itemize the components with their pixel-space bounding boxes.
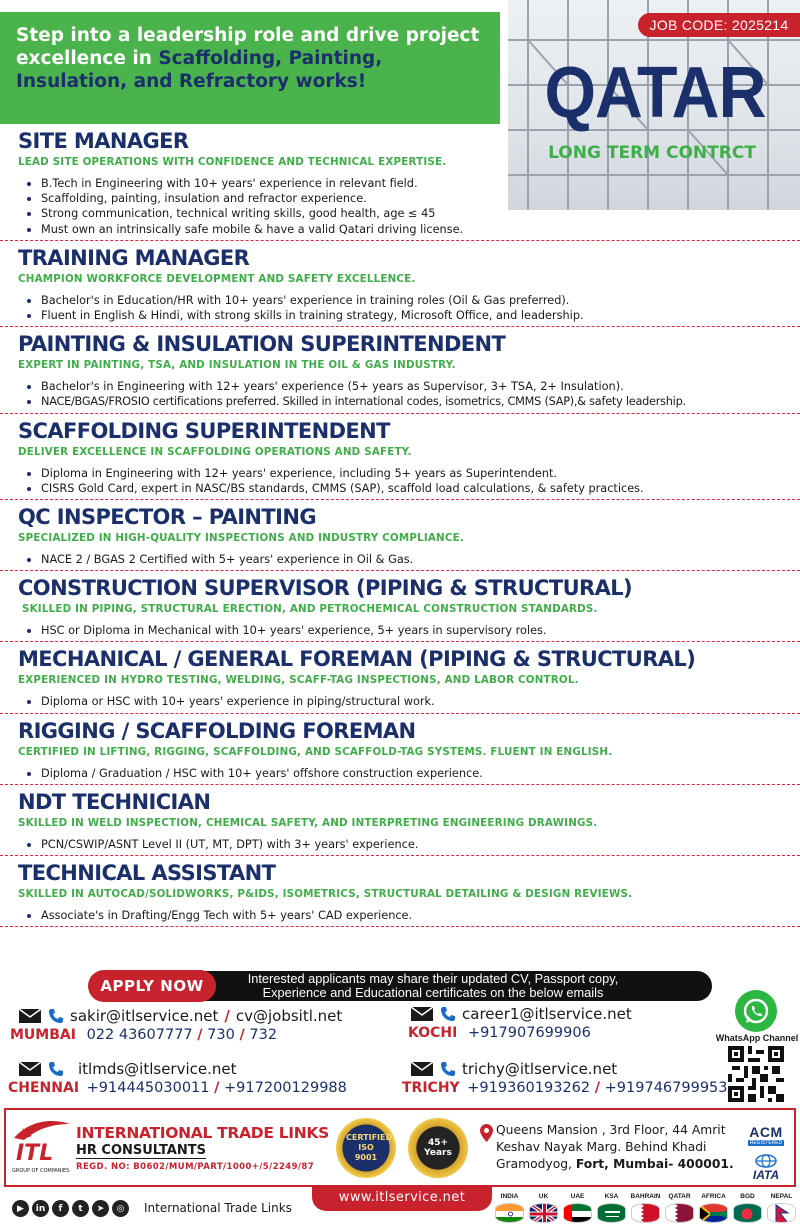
job-scaffolding-superintendent bbox=[0, 416, 800, 496]
requirement-item: Diploma or HSC with 10+ years' experience in piping/structural work. bbox=[24, 694, 800, 709]
phone-icon bbox=[440, 1006, 456, 1022]
email-icon bbox=[410, 1061, 434, 1077]
email-link[interactable]: career1@itlservice.net bbox=[462, 1005, 632, 1023]
location-pin-icon bbox=[480, 1124, 493, 1142]
registration-number: REGD. NO: B0602/MUM/PART/1000+/5/2249/87 bbox=[76, 1162, 315, 1172]
headline-banner bbox=[0, 12, 500, 124]
job-tagline: DELIVER EXCELLENCE IN SCAFFOLDING OPERATIONS AND SAFETY. bbox=[18, 445, 412, 458]
job-title: PAINTING & INSULATION SUPERINTENDENT bbox=[18, 332, 506, 357]
requirement-item: Bachelor's in Engineering with 12+ years' experience (5+ years as Supervisor, 3+ TSA, 2+ Insulation). bbox=[24, 379, 800, 394]
office-address bbox=[480, 1122, 740, 1173]
job-title: SITE MANAGER bbox=[18, 129, 189, 153]
flag-india bbox=[494, 1193, 525, 1223]
section-divider bbox=[0, 570, 800, 571]
separator: / bbox=[594, 1080, 601, 1096]
linkedin-icon[interactable]: in bbox=[32, 1200, 49, 1217]
job-rigging-foreman bbox=[0, 716, 800, 781]
contract-type: LONG TERM CONTRCT bbox=[548, 143, 756, 163]
job-tagline: SPECIALIZED IN HIGH-QUALITY INSPECTIONS AND INDUSTRY COMPLIANCE. bbox=[18, 532, 464, 545]
job-title: TRAINING MANAGER bbox=[18, 245, 250, 270]
flag-label: BAHRAIN bbox=[630, 1193, 661, 1200]
phone-number[interactable]: +919746799953 bbox=[604, 1080, 728, 1096]
flag-bahrain bbox=[630, 1193, 661, 1223]
nepal-flag-icon bbox=[767, 1203, 796, 1223]
headline-accent: Scaffolding, Painting, Insulation, and Refractory works! bbox=[16, 48, 383, 92]
requirement-item: NACE/BGAS/FROSIO certifications preferred. Skilled in international codes, isometrics, CMMS (SAP),& safety leadership. bbox=[24, 394, 800, 409]
country-title: QATAR bbox=[544, 53, 766, 133]
apply-now-button[interactable]: APPLY NOW bbox=[88, 970, 216, 1002]
apply-instructions-line: Interested applicants may share their updated CV, Passport copy, bbox=[247, 971, 619, 986]
website-link[interactable]: www.itlservice.net bbox=[312, 1185, 492, 1211]
job-requirements bbox=[18, 908, 800, 923]
job-requirements bbox=[18, 379, 800, 409]
separator: / bbox=[239, 1027, 245, 1043]
job-code-badge: JOB CODE: 2025214 bbox=[638, 13, 800, 37]
job-tagline: CHAMPION WORKFORCE DEVELOPMENT AND SAFETY EXCELLENCE. bbox=[18, 272, 416, 285]
years-seal bbox=[408, 1118, 468, 1178]
logo-subtext: GROUP OF COMPANIES bbox=[12, 1168, 70, 1174]
city-label: MUMBAI bbox=[10, 1027, 76, 1043]
section-divider bbox=[0, 240, 800, 241]
job-list bbox=[0, 126, 800, 929]
job-title: SCAFFOLDING SUPERINTENDENT bbox=[18, 418, 390, 443]
iata-text: IATA bbox=[752, 1168, 780, 1182]
section-divider bbox=[0, 855, 800, 856]
phone-number[interactable]: 022 43607777 bbox=[86, 1027, 193, 1043]
flag-label: NEPAL bbox=[770, 1193, 793, 1200]
company-name: INTERNATIONAL TRADE LINKS bbox=[76, 1124, 330, 1142]
address-city: Fort, Mumbai- 400001. bbox=[575, 1157, 734, 1171]
job-tagline: EXPERIENCED IN HYDRO TESTING, WELDING, SCAFF-TAG INSPECTIONS, AND LABOR CONTROL. bbox=[18, 674, 579, 687]
phone-icon bbox=[48, 1061, 64, 1077]
bahrain-flag-icon bbox=[631, 1203, 660, 1223]
flag-africa bbox=[698, 1193, 729, 1223]
job-requirements bbox=[18, 766, 800, 781]
separator: / bbox=[214, 1080, 220, 1096]
job-site-manager bbox=[0, 126, 800, 237]
twitter-icon[interactable]: t bbox=[72, 1200, 89, 1217]
job-title: NDT TECHNICIAN bbox=[18, 789, 211, 814]
job-tagline: LEAD SITE OPERATIONS WITH CONFIDENCE AND TECHNICAL EXPERTISE. bbox=[18, 156, 447, 168]
requirement-item: Scaffolding, painting, insulation and refractor experience. bbox=[24, 191, 800, 206]
headline-lead: Step into a leadership role and drive project excellence in bbox=[16, 25, 480, 69]
seal-text: 45+ Years bbox=[424, 1138, 452, 1158]
social-links bbox=[12, 1200, 129, 1217]
itl-logo bbox=[10, 1114, 76, 1176]
globe-icon bbox=[755, 1154, 777, 1168]
apply-instructions bbox=[228, 972, 638, 1000]
job-title: QC INSPECTOR – PAINTING bbox=[18, 505, 316, 530]
flag-uk bbox=[528, 1193, 559, 1223]
email-link[interactable]: trichy@itlservice.net bbox=[462, 1060, 618, 1078]
uk-flag-icon bbox=[529, 1203, 558, 1223]
flag-label: INDIA bbox=[500, 1193, 519, 1200]
address-line: Queens Mansion , 3rd Floor, 44 Amrit bbox=[496, 1123, 726, 1137]
phone-extension[interactable]: 732 bbox=[249, 1027, 278, 1043]
headline bbox=[16, 24, 486, 93]
address-text: Gramodyog, bbox=[496, 1157, 576, 1171]
section-divider bbox=[0, 926, 800, 927]
seal-text: CERTIFIED ISO 9001 bbox=[346, 1133, 393, 1162]
requirement-item: Bachelor's in Education/HR with 10+ years' experience in training roles (Oil & Gas preferred). bbox=[24, 293, 800, 308]
section-divider bbox=[0, 641, 800, 642]
requirement-item: B.Tech in Engineering with 10+ years' experience in relevant field. bbox=[24, 176, 800, 191]
acm-badge: REGISTERED bbox=[749, 1140, 783, 1146]
phone-icon bbox=[48, 1008, 64, 1024]
section-divider bbox=[0, 784, 800, 785]
email-icon bbox=[18, 1008, 42, 1024]
job-requirements bbox=[18, 694, 800, 709]
email-link[interactable]: itlmds@itlservice.net bbox=[78, 1060, 237, 1078]
requirement-item: CISRS Gold Card, expert in NASC/BS standards, CMMS (SAP), scaffold load calculations, & safety practices. bbox=[24, 481, 800, 496]
flag-ksa bbox=[596, 1193, 627, 1223]
requirement-item: Diploma / Graduation / HSC with 10+ years' offshore construction experience. bbox=[24, 766, 800, 781]
flag-label: BGD bbox=[740, 1193, 755, 1200]
qatar-flag-icon bbox=[665, 1203, 694, 1223]
job-mechanical-foreman bbox=[0, 644, 800, 709]
job-requirements bbox=[18, 176, 800, 237]
city-label: TRICHY bbox=[402, 1080, 460, 1096]
job-tagline: EXPERT IN PAINTING, TSA, AND INSULATION IN THE OIL & GAS INDUSTRY. bbox=[18, 359, 456, 372]
separator: / bbox=[197, 1027, 203, 1043]
city-label: CHENNAI bbox=[8, 1080, 80, 1096]
email-icon bbox=[18, 1061, 42, 1077]
job-tagline: SKILLED IN WELD INSPECTION, CHEMICAL SAFETY, AND INTERPRETING ENGINEERING DRAWINGS. bbox=[18, 816, 598, 829]
requirement-item: Strong communication, technical writing skills, good health, age ≤ 45 bbox=[24, 206, 800, 221]
flag-label: UK bbox=[538, 1193, 549, 1200]
acm-logo bbox=[742, 1124, 790, 1182]
instagram-icon[interactable]: ◎ bbox=[112, 1200, 129, 1217]
email-link[interactable]: sakir@itlservice.net bbox=[70, 1007, 219, 1025]
email-icon bbox=[410, 1006, 434, 1022]
requirement-item: HSC or Diploma in Mechanical with 10+ years' experience, 5+ years in supervisory roles. bbox=[24, 623, 800, 638]
job-training-manager bbox=[0, 243, 800, 323]
city-label: KOCHI bbox=[408, 1025, 458, 1041]
job-qc-inspector bbox=[0, 502, 800, 567]
job-requirements bbox=[18, 837, 800, 852]
requirement-item: NACE 2 / BGAS 2 Certified with 5+ years' experience in Oil & Gas. bbox=[24, 552, 800, 567]
phone-number[interactable]: +914445030011 bbox=[86, 1080, 210, 1096]
qr-code[interactable] bbox=[728, 1046, 784, 1102]
iata-logo bbox=[742, 1154, 790, 1182]
job-requirements bbox=[18, 293, 800, 323]
section-divider bbox=[0, 326, 800, 327]
facebook-icon[interactable]: f bbox=[52, 1200, 69, 1217]
requirement-item: Fluent in English & Hindi, with strong skills in training strategy, Microsoft Office, and leadership. bbox=[24, 308, 800, 323]
job-title: MECHANICAL / GENERAL FOREMAN (PIPING & STRUCTURAL) bbox=[18, 647, 696, 672]
requirement-item: Diploma in Engineering with 12+ years' experience, including 5+ years as Superintendent. bbox=[24, 466, 800, 481]
job-requirements bbox=[18, 466, 800, 496]
phone-number[interactable]: +919360193262 bbox=[467, 1080, 591, 1096]
company-subtitle: HR CONSULTANTS bbox=[76, 1143, 206, 1158]
job-title: TECHNICAL ASSISTANT bbox=[18, 861, 276, 886]
job-tagline: SKILLED IN AUTOCAD/SOLIDWORKS, P&IDS, ISOMETRICS, STRUCTURAL DETAILING & DESIGN REVIEWS. bbox=[18, 888, 633, 901]
email-link[interactable]: cv@jobsitl.net bbox=[235, 1007, 343, 1025]
iso-certified-seal bbox=[336, 1118, 396, 1178]
logo-text: ITL bbox=[16, 1141, 54, 1166]
flag-qatar bbox=[664, 1193, 695, 1223]
contact-trichy bbox=[402, 1060, 728, 1096]
flag-label: UAE bbox=[570, 1193, 585, 1200]
whatsapp-channel-label: WhatsApp Channel bbox=[715, 1033, 799, 1043]
section-divider bbox=[0, 413, 800, 414]
job-title: RIGGING / SCAFFOLDING FOREMAN bbox=[18, 718, 416, 743]
requirement-item: Associate's in Drafting/Engg Tech with 5+ years' CAD experience. bbox=[24, 908, 800, 923]
job-painting-insulation-superintendent bbox=[0, 329, 800, 409]
job-tagline: CERTIFIED IN LIFTING, RIGGING, SCAFFOLDING, AND SCAFFOLD-TAG SYSTEMS. FLUENT IN ENGLISH. bbox=[18, 745, 613, 758]
job-construction-supervisor bbox=[0, 573, 800, 638]
phone-extension[interactable]: 730 bbox=[207, 1027, 235, 1043]
ksa-flag-icon bbox=[597, 1203, 626, 1223]
flag-uae bbox=[562, 1193, 593, 1223]
requirement-item: PCN/CSWIP/ASNT Level II (UT, MT, DPT) with 3+ years' experience. bbox=[24, 837, 800, 852]
phone-icon bbox=[440, 1061, 456, 1077]
youtube-icon[interactable]: ▶ bbox=[12, 1200, 29, 1217]
job-requirements bbox=[18, 552, 800, 567]
flag-nepal bbox=[766, 1193, 797, 1223]
contact-chennai bbox=[8, 1060, 347, 1096]
africa-flag-icon bbox=[699, 1203, 728, 1223]
section-divider bbox=[0, 713, 800, 714]
flag-label: QATAR bbox=[668, 1193, 691, 1200]
address-line bbox=[496, 1156, 740, 1173]
whatsapp-icon[interactable] bbox=[735, 990, 777, 1032]
job-technical-assistant bbox=[0, 858, 800, 923]
flag-bgd bbox=[732, 1193, 763, 1223]
address-line: Keshav Nayak Marg. Behind Khadi bbox=[496, 1140, 707, 1154]
contact-kochi bbox=[410, 1005, 632, 1041]
job-requirements bbox=[18, 623, 800, 638]
section-divider bbox=[0, 499, 800, 500]
phone-number[interactable]: +917907699906 bbox=[467, 1025, 591, 1041]
apply-instructions-line: Experience and Educational certificates on the below emails bbox=[262, 985, 604, 1000]
social-handle: International Trade Links bbox=[144, 1201, 292, 1215]
contact-mumbai bbox=[10, 1007, 343, 1043]
job-tagline: SKILLED IN PIPING, STRUCTURAL ERECTION, AND PETROCHEMICAL CONSTRUCTION STANDARDS. bbox=[22, 603, 598, 616]
flag-label: AFRICA bbox=[701, 1193, 726, 1200]
bangladesh-flag-icon bbox=[733, 1203, 762, 1223]
country-flags bbox=[494, 1193, 797, 1223]
uae-flag-icon bbox=[563, 1203, 592, 1223]
requirement-item: Must own an intrinsically safe mobile & have a valid Qatari driving license. bbox=[24, 222, 800, 237]
separator: / bbox=[224, 1007, 230, 1025]
job-ndt-technician bbox=[0, 787, 800, 852]
india-flag-icon bbox=[495, 1203, 524, 1223]
job-title: CONSTRUCTION SUPERVISOR (PIPING & STRUCTURAL) bbox=[18, 576, 633, 601]
acm-text: ACM bbox=[749, 1124, 783, 1140]
telegram-icon[interactable]: ➤ bbox=[92, 1200, 109, 1217]
phone-number[interactable]: +917200129988 bbox=[224, 1080, 347, 1096]
flag-label: KSA bbox=[604, 1193, 619, 1200]
